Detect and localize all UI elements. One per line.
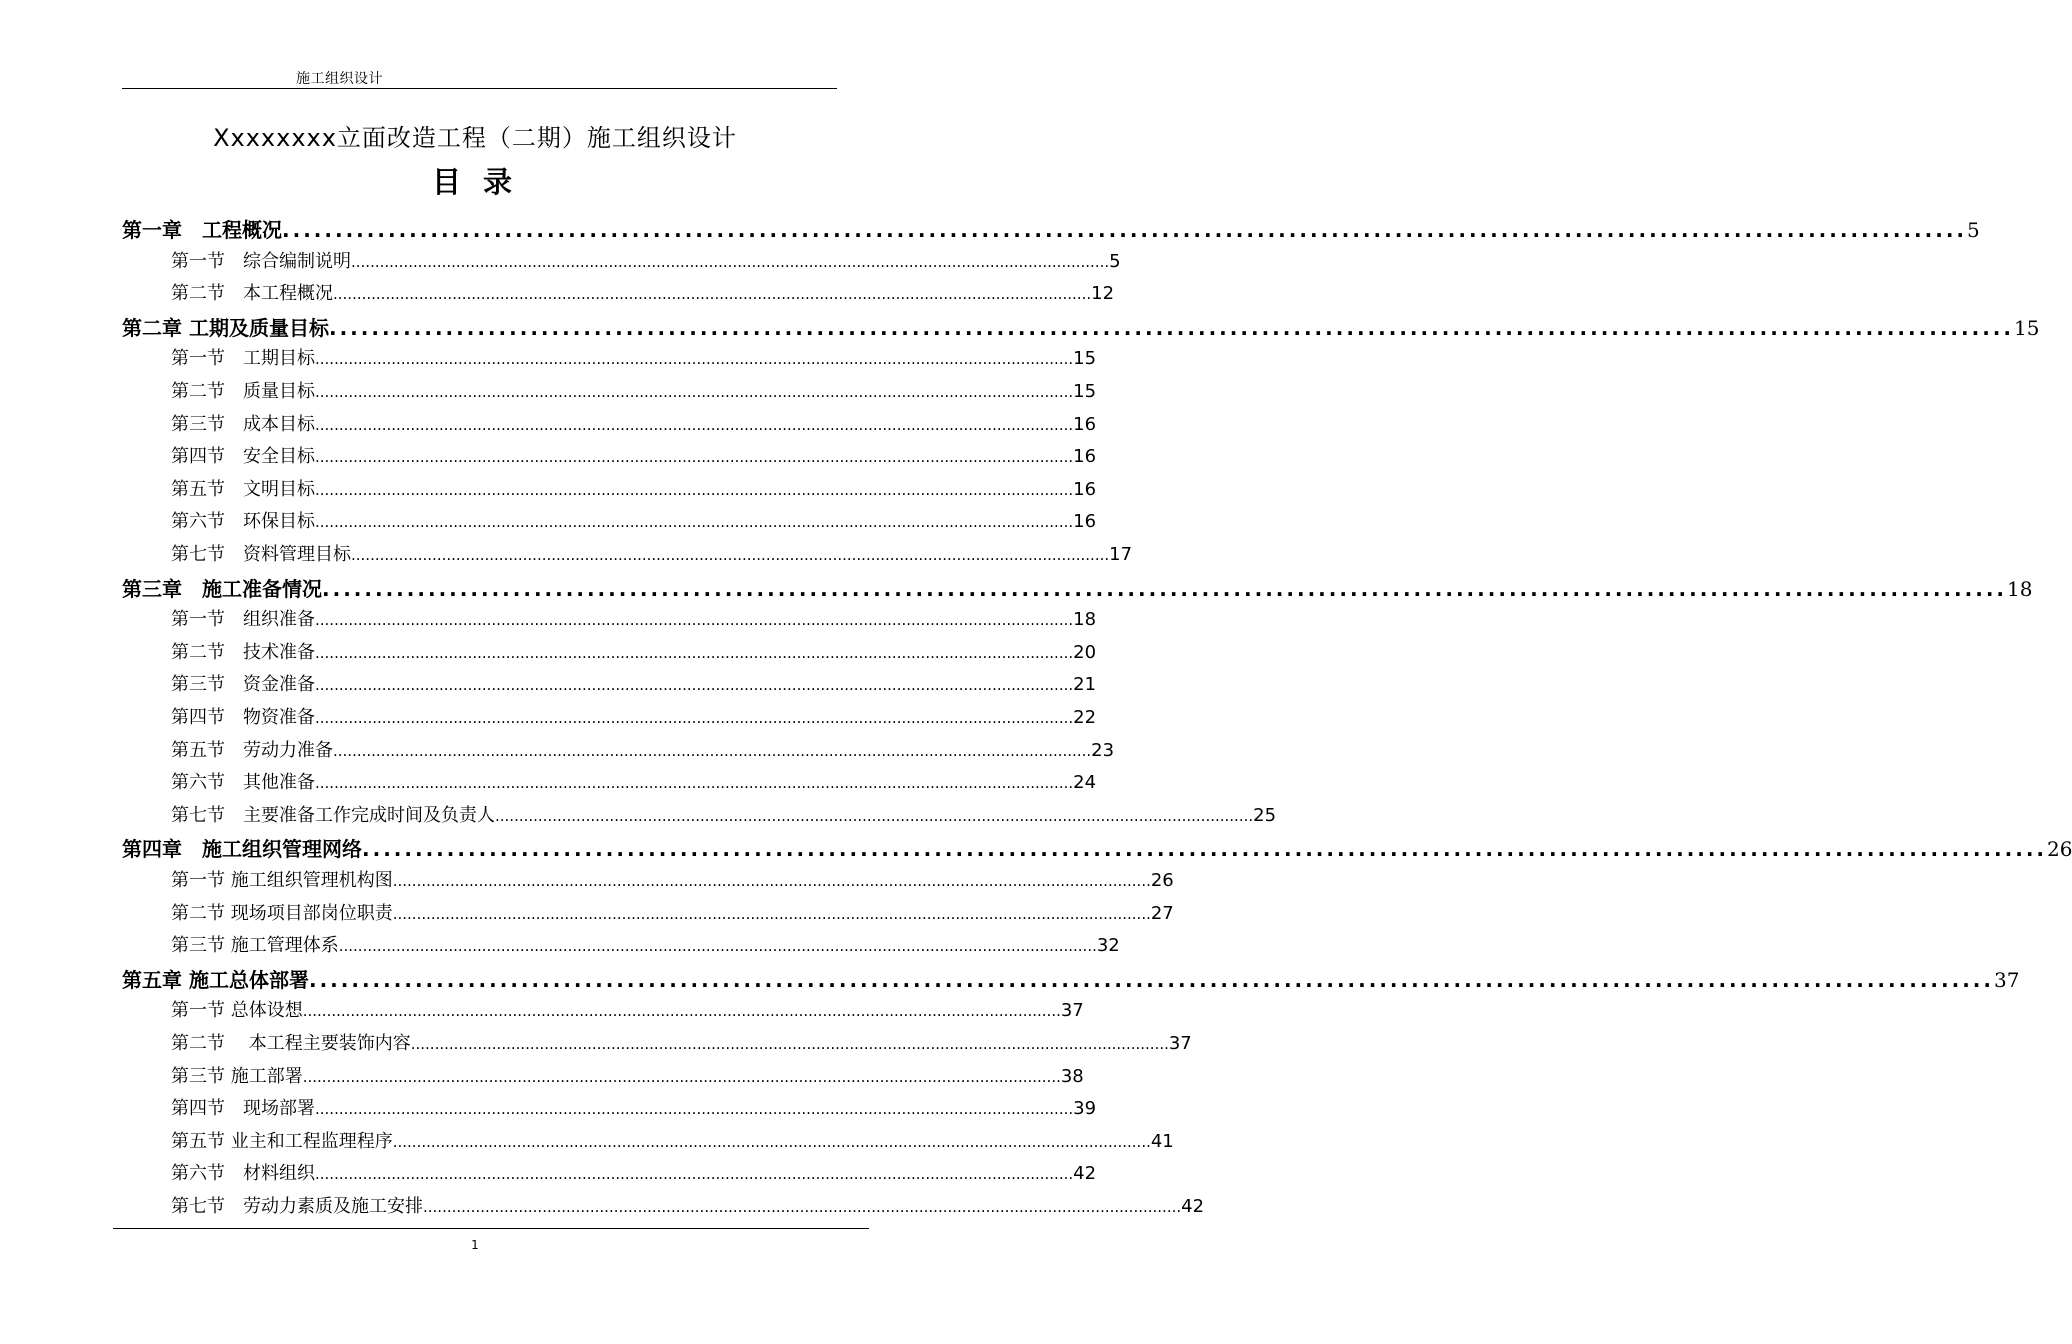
toc-entry-label: 第六节 环保目标 [171,511,315,533]
toc-entry-page: 18 [1073,609,1097,631]
toc-chapter-entry[interactable] [122,833,2072,862]
toc-entry-page: 15 [1073,348,1097,370]
dot-leader: ............................................................................................................................................................... [338,937,1097,956]
toc-entry-label: 第六节 材料组织 [171,1163,315,1185]
dot-leader: ............................................................................................................................................................... [392,872,1151,890]
toc-chapter-entry[interactable] [122,964,2020,993]
toc-section-entry[interactable] [171,344,1097,370]
dot-leader: ............................................................................................................................................................... [315,415,1074,434]
dot-leader: ............................................................................................................................................................... [351,252,1110,271]
toc-entry-label: 第七节 劳动力素质及施工安排 [171,1196,423,1217]
toc-entry-label: 第二章 工期及质量目标 [122,315,329,340]
toc-entry-page: 12 [1091,283,1115,305]
toc-entry-label: 第一章 工程概况 [122,218,282,242]
toc-entry-label: 第一节 组织准备 [171,609,315,631]
toc-section-entry[interactable] [171,1127,1174,1153]
toc-section-entry[interactable] [171,247,1121,273]
toc-entry-label: 第三节 施工管理体系 [171,935,339,957]
toc-entry-page: 26 [2047,837,2072,862]
toc-entry-page: 21 [1073,674,1097,696]
toc-heading: 目 录 [431,165,519,199]
dot-leader: ............................................................................................................................................................... [315,448,1074,467]
dot-leader: ............................................................................................................................................................... [410,1035,1169,1053]
toc-section-entry[interactable] [171,866,1174,892]
dot-leader: ............................................................................................................................................................... [392,1132,1151,1151]
dot-leader: ............................................................................................................................................................... [328,315,2014,340]
toc-entry-page: 27 [1150,902,1174,924]
toc-chapter-entry[interactable] [122,214,1980,243]
toc-section-entry[interactable] [171,801,1277,827]
toc-entry-label: 第五章 施工总体部署 [122,967,309,992]
toc-entry-label: 第一节 综合编制说明 [171,250,351,272]
toc-chapter-entry[interactable] [122,573,2033,602]
toc-entry-page: 37 [1168,1033,1192,1054]
dot-leader: ............................................................................................................................................................... [308,967,1994,992]
dot-leader: ............................................................................................................................................................... [392,904,1151,923]
toc-entry-page: 26 [1150,870,1174,891]
dot-leader: ............................................................................................................................................................... [302,1067,1061,1086]
toc-section-entry[interactable] [171,507,1097,533]
toc-entry-page: 38 [1060,1065,1084,1087]
toc-entry-page: 16 [1073,413,1097,435]
toc-section-entry[interactable] [171,1062,1084,1088]
dot-leader: ............................................................................................................................................................... [315,480,1074,499]
toc-section-entry[interactable] [171,410,1097,436]
dot-leader: ............................................................................................................................................................... [315,774,1074,793]
toc-entry-page: 5 [1967,218,1980,242]
toc-entry-page: 42 [1181,1196,1205,1217]
toc-entry-page: 39 [1073,1098,1097,1120]
toc-entry-label: 第五节 业主和工程监理程序 [171,1130,393,1152]
dot-leader: ............................................................................................................................................................... [362,837,2048,862]
toc-entry-page: 25 [1253,804,1277,826]
toc-section-entry[interactable] [171,996,1084,1022]
toc-entry-label: 第四章 施工组织管理网络 [122,837,362,862]
toc-chapter-entry[interactable] [122,312,2040,341]
toc-entry-label: 第三节 成本目标 [171,413,315,435]
toc-section-entry[interactable] [171,1094,1097,1120]
toc-section-entry[interactable] [171,703,1097,729]
toc-entry-label: 第七节 主要准备工作完成时间及负责人 [171,804,495,826]
toc-entry-page: 18 [2007,576,2033,601]
toc-entry-page: 42 [1073,1163,1097,1185]
dot-leader: ............................................................................................................................................................... [495,806,1254,825]
toc-section-entry[interactable] [171,670,1097,696]
dot-leader: ............................................................................................................................................................... [315,643,1074,662]
dot-leader: ............................................................................................................................................................... [322,576,2008,601]
toc-entry-label: 第一节 总体设想 [171,1000,303,1022]
dot-leader: ............................................................................................................................................................... [302,1002,1061,1021]
toc-entry-label: 第四节 现场部署 [171,1098,315,1120]
toc-entry-label: 第一节 工期目标 [171,348,315,370]
dot-leader: ............................................................................................................................................................... [315,676,1074,695]
toc-entry-label: 第二节 本工程概况 [171,283,333,305]
running-header: 施工组织设计 [296,71,383,87]
toc-entry-page: 17 [1109,544,1133,565]
toc-entry-page: 23 [1091,739,1115,761]
toc-entry-page: 32 [1096,935,1120,957]
toc-entry-page: 37 [1994,967,2020,992]
toc-entry-page: 24 [1073,772,1097,794]
dot-leader: ............................................................................................................................................................... [333,741,1092,760]
toc-section-entry[interactable] [171,475,1097,501]
dot-leader: ............................................................................................................................................................... [315,709,1074,727]
toc-section-entry[interactable] [171,638,1097,664]
header-rule [122,88,837,89]
dot-leader: ............................................................................................................................................................... [315,350,1074,369]
toc-entry-page: 15 [1073,381,1097,402]
dot-leader: ............................................................................................................................................................... [333,285,1092,304]
toc-entry-page: 20 [1073,641,1097,663]
toc-section-entry[interactable] [171,1192,1205,1218]
toc-entry-page: 16 [1073,446,1097,468]
toc-section-entry[interactable] [171,736,1115,762]
dot-leader: ............................................................................................................................................................... [315,1165,1074,1184]
toc-section-entry[interactable] [171,377,1097,403]
toc-entry-label: 第三章 施工准备情况 [122,576,322,601]
toc-section-entry[interactable] [171,931,1120,957]
toc-entry-page: 37 [1060,1000,1084,1022]
toc-entry-label: 第二节 技术准备 [171,641,315,663]
toc-entry-page: 16 [1073,511,1097,533]
toc-section-entry[interactable] [171,1159,1097,1185]
toc-section-entry[interactable] [171,279,1115,305]
dot-leader: ............................................................................................................................................................... [315,513,1074,532]
toc-entry-page: 16 [1073,478,1097,500]
toc-entry-label: 第六节 其他准备 [171,772,315,794]
document-title: Xxxxxxxx立面改造工程（二期）施工组织设计 [213,124,737,152]
toc-section-entry[interactable] [171,899,1174,925]
toc-entry-label: 第三节 施工部署 [171,1065,303,1087]
dot-leader: ............................................................................................................................................................... [315,1100,1074,1119]
dot-leader: ............................................................................................................................................................... [315,383,1074,401]
toc-entry-label: 第二节 质量目标 [171,381,315,402]
footer-rule [113,1228,869,1229]
toc-entry-label: 第七节 资料管理目标 [171,544,351,565]
page-number: 1 [471,1238,479,1252]
toc-section-entry[interactable] [171,1029,1192,1055]
toc-entry-label: 第五节 文明目标 [171,478,315,500]
toc-entry-label: 第四节 物资准备 [171,707,315,728]
toc-section-entry[interactable] [171,605,1097,631]
toc-entry-label: 第一节 施工组织管理机构图 [171,870,393,891]
dot-leader: ............................................................................................................................................................... [423,1198,1182,1216]
toc-entry-label: 第四节 安全目标 [171,446,315,468]
toc-entry-page: 41 [1150,1130,1174,1152]
toc-entry-label: 第三节 资金准备 [171,674,315,696]
toc-section-entry[interactable] [171,442,1097,468]
toc-entry-page: 22 [1073,707,1097,728]
toc-entry-page: 5 [1109,250,1121,272]
toc-section-entry[interactable] [171,768,1097,794]
dot-leader: ............................................................................................................................................................... [282,218,1968,242]
toc-section-entry[interactable] [171,540,1133,566]
toc-entry-label: 第五节 劳动力准备 [171,739,333,761]
toc-entry-label: 第二节 本工程主要装饰内容 [171,1033,411,1054]
toc-entry-page: 15 [2014,315,2040,340]
toc-entry-label: 第二节 现场项目部岗位职责 [171,902,393,924]
dot-leader: ............................................................................................................................................................... [315,611,1074,630]
dot-leader: ............................................................................................................................................................... [351,546,1110,564]
